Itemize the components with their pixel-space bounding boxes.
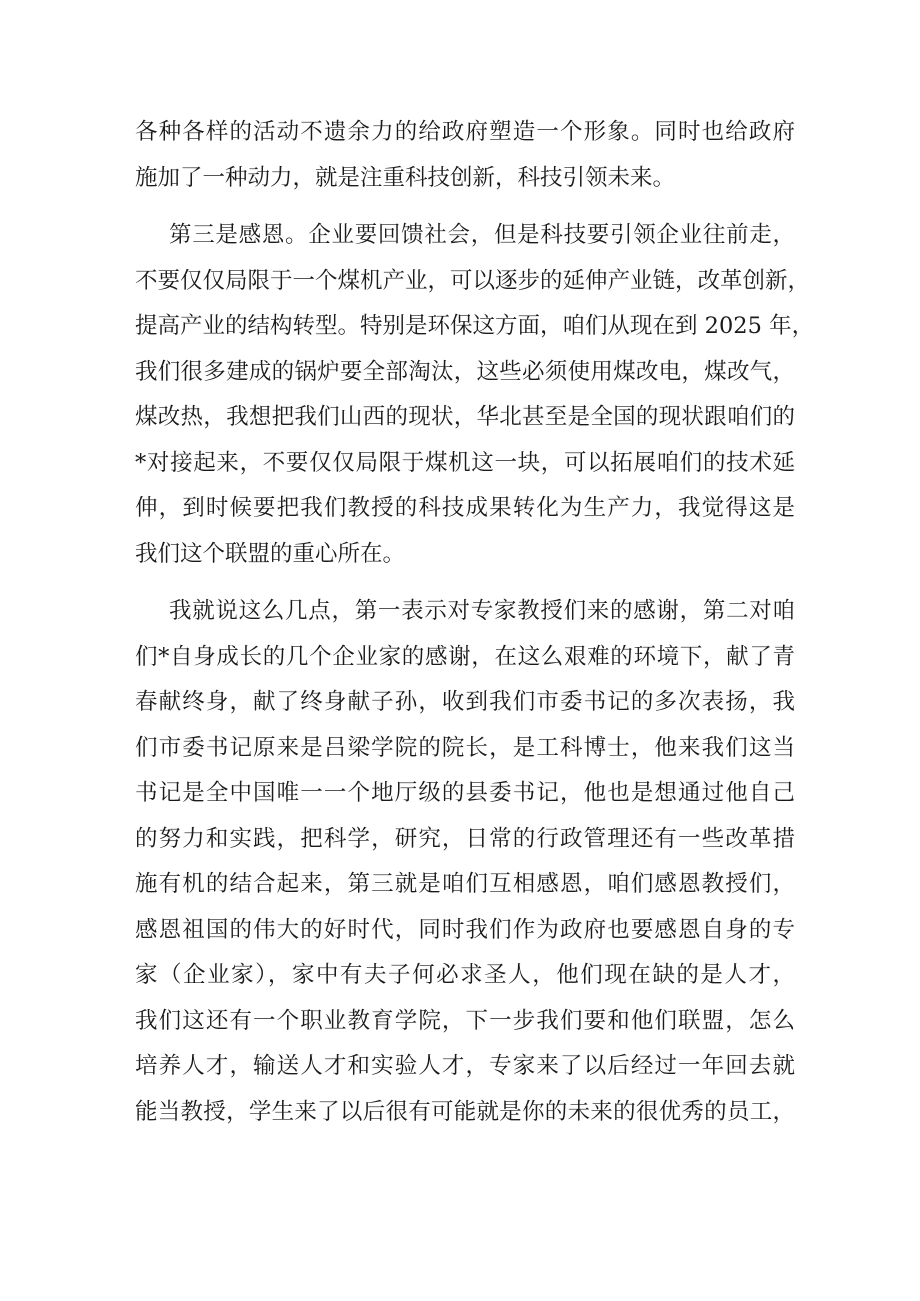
text-line: 我们很多建成的锅炉要全部淘汰，这些必须使用煤改电，煤改气，	[135, 358, 795, 385]
text-line: 我们这还有一个职业教育学院，下一步我们要和他们联盟，怎么	[135, 1007, 795, 1034]
text-line: 不要仅仅局限于一个煤机产业，可以逐步的延伸产业链，改革创新，	[135, 267, 811, 294]
paragraph	[135, 110, 795, 201]
paragraph	[135, 589, 795, 1135]
text-line: 能当教授，学生来了以后很有可能就是你的未来的很优秀的员工，	[135, 1098, 795, 1125]
text-line: 感恩祖国的伟大的好时代，同时我们作为政府也要感恩自身的专	[135, 916, 795, 943]
text-line: 伸，到时候要把我们教授的科技成果转化为生产力，我觉得这是	[135, 495, 795, 521]
text-line: 施有机的结合起来，第三就是咱们互相感恩，咱们感恩教授们，	[135, 871, 795, 897]
text-line: 家（企业家），家中有夫子何必求圣人，他们现在缺的是人才，	[135, 962, 795, 988]
text-line: 提高产业的结构转型。特别是环保这方面，咱们从现在到 2025 年，	[135, 313, 815, 339]
text-line: 春献终身，献了终身献子孙，收到我们市委书记的多次表扬，我	[135, 689, 795, 715]
text-line: 们市委书记原来是吕梁学院的院长，是工科博士，他来我们这当	[135, 734, 795, 761]
text-line: 书记是全中国唯一一个地厅级的县委书记，他也是想通过他自己	[135, 780, 795, 806]
text-line: 们*自身成长的几个企业家的感谢，在这么艰难的环境下，献了青	[135, 643, 795, 670]
paragraph	[135, 213, 815, 577]
text-line: *对接起来，不要仅仅局限于煤机这一块，可以拓展咱们的技术延	[135, 449, 795, 476]
text-line: 培养人才，输送人才和实验人才，专家来了以后经过一年回去就	[135, 1053, 795, 1079]
text-line: 的努力和实践，把科学，研究，日常的行政管理还有一些改革措	[135, 825, 795, 852]
text-line: 我们这个联盟的重心所在。	[135, 540, 406, 567]
text-line: 施加了一种动力，就是注重科技创新，科技引领未来。	[135, 164, 676, 191]
text-line: 第三是感恩。企业要回馈社会，但是科技要引领企业往前走，	[169, 222, 795, 248]
document-body	[135, 110, 815, 1135]
text-line: 各种各样的活动不遗余力的给政府塑造一个形象。同时也给政府	[135, 119, 795, 145]
text-line: 煤改热，我想把我们山西的现状，华北甚至是全国的现状跟咱们的	[135, 404, 795, 430]
text-line: 我就说这么几点，第一表示对专家教授们来的感谢，第二对咱	[169, 598, 795, 624]
